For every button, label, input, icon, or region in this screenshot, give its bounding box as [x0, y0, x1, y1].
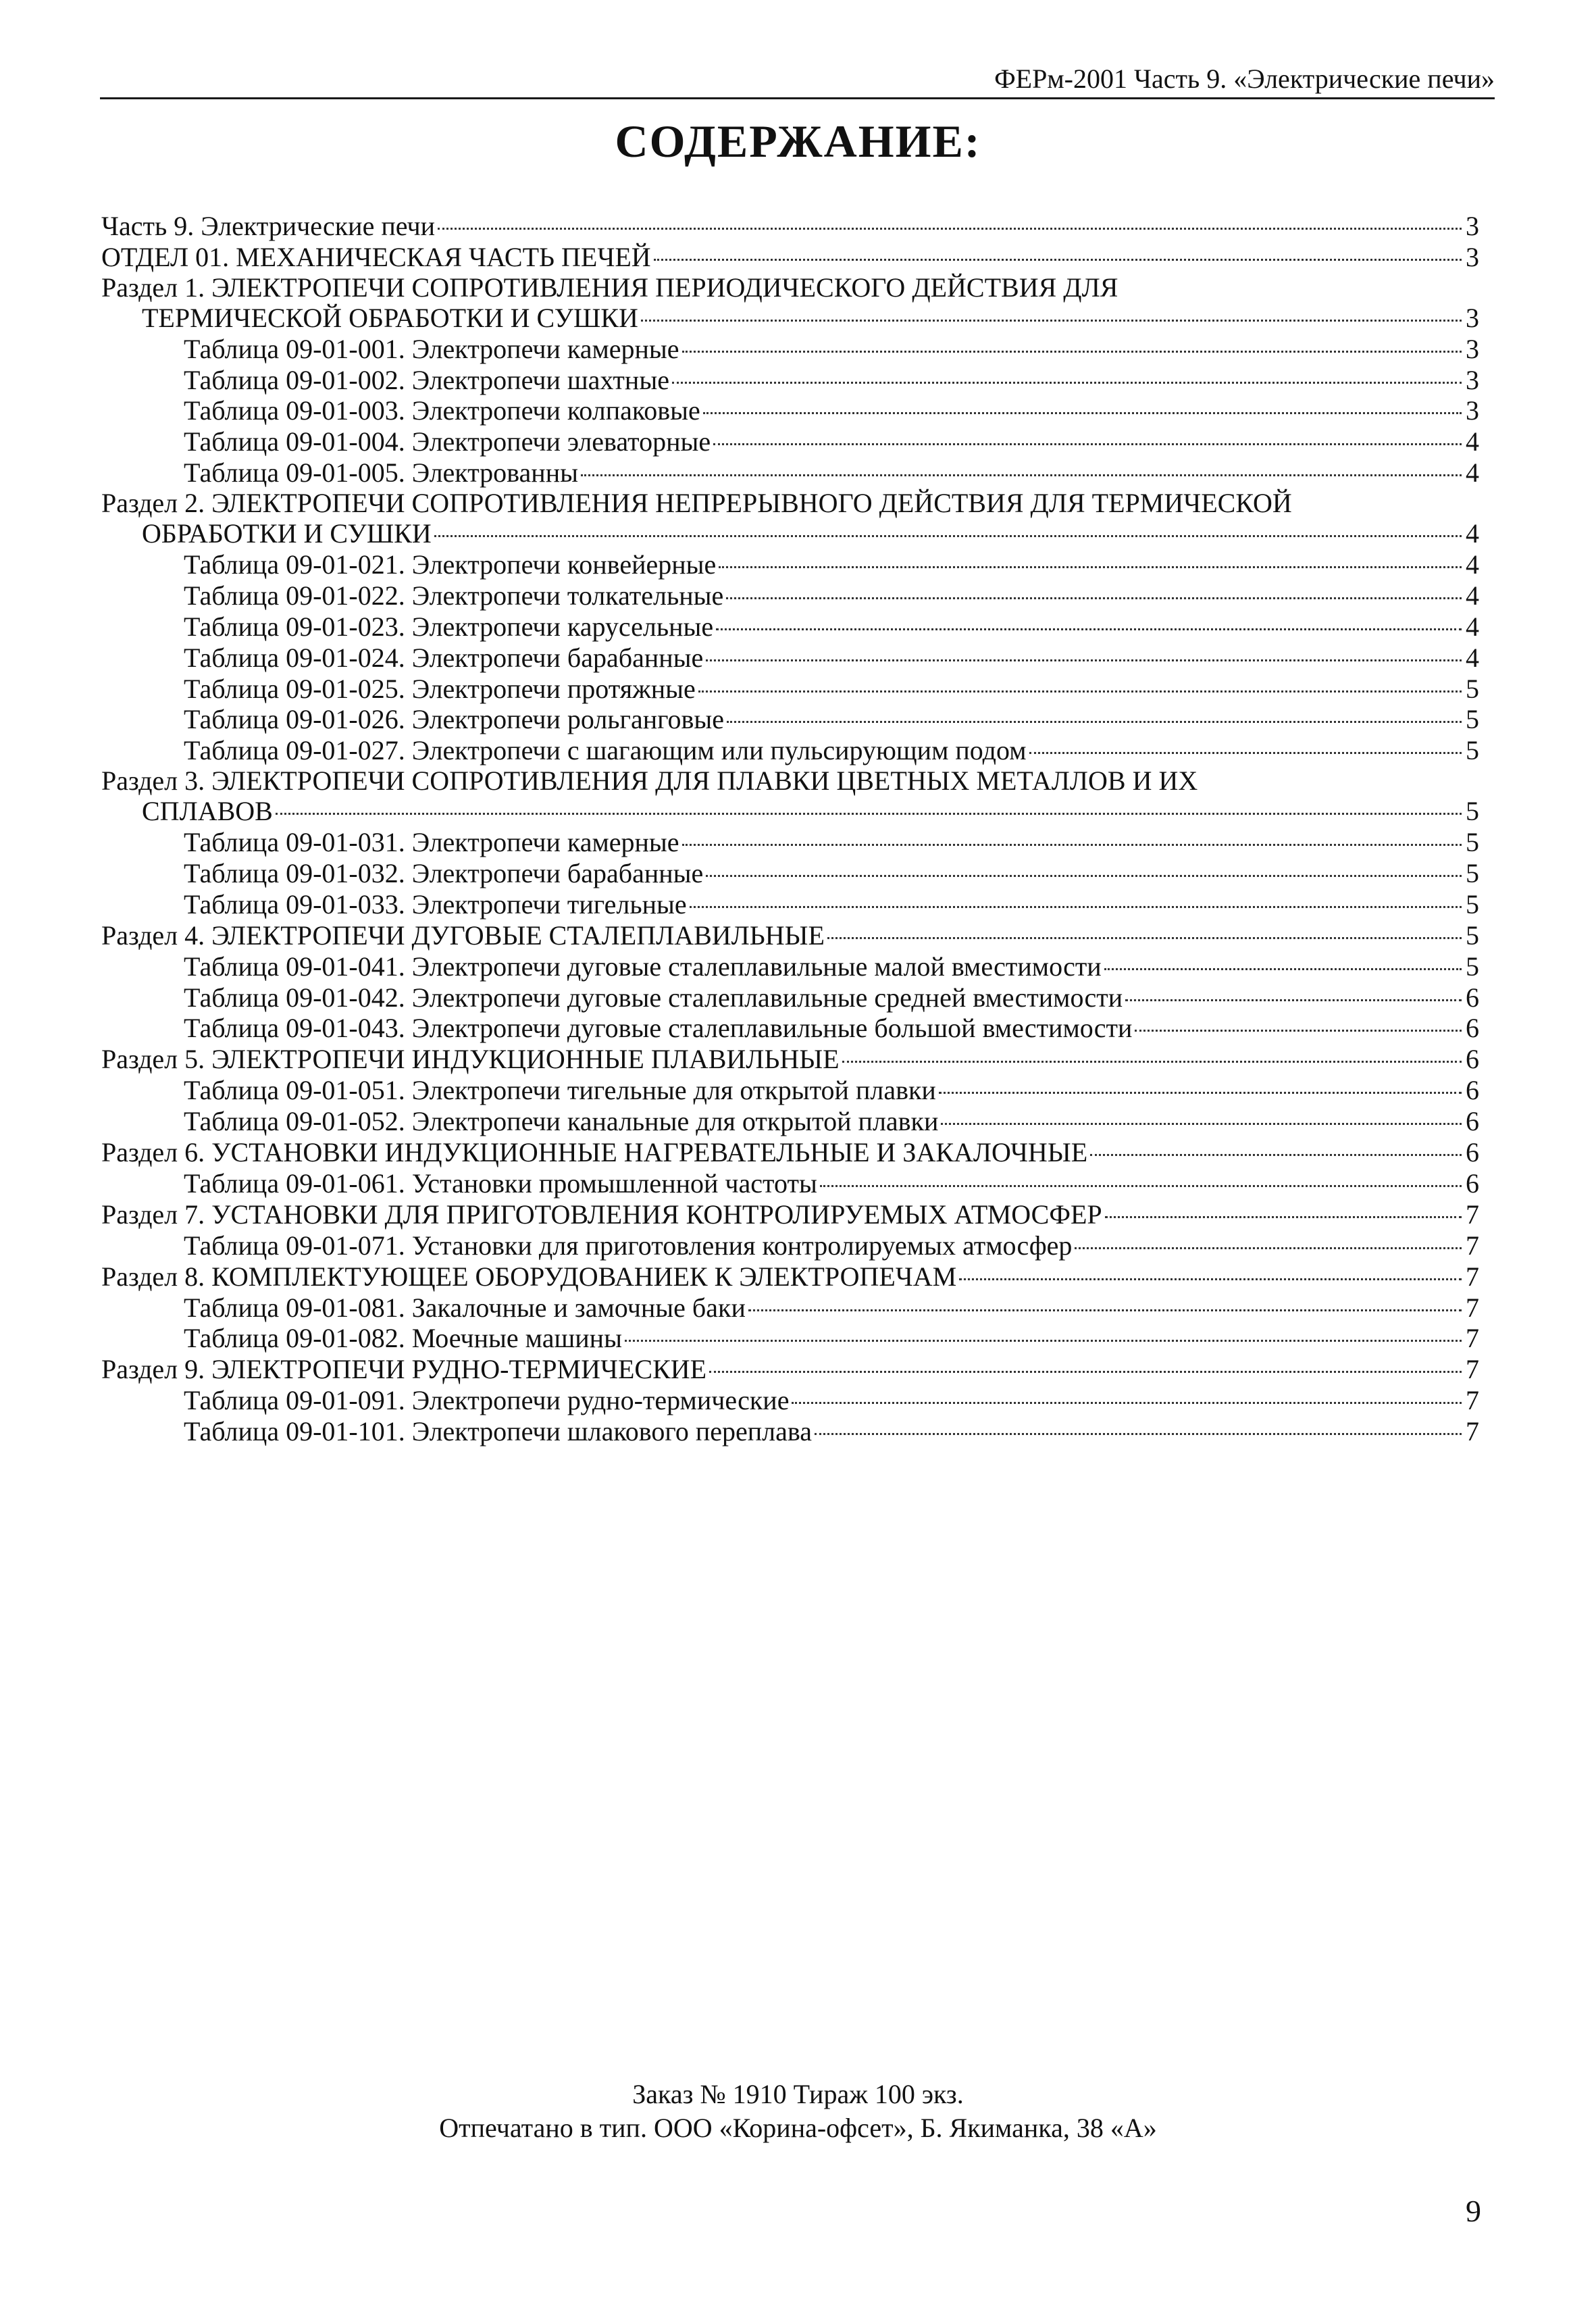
dot-leader: [748, 1309, 1462, 1311]
toc-entry-page: 7: [1466, 1230, 1479, 1261]
toc-entry-label: Таблица 09-01-026. Электропечи рольганговые: [184, 704, 725, 735]
toc-entry[interactable]: [101, 951, 1479, 982]
toc-entry-label: Раздел 1. ЭЛЕКТРОПЕЧИ СОПРОТИВЛЕНИЯ ПЕРИОДИЧЕСКОГО ДЕЙСТВИЯ ДЛЯ: [101, 272, 1118, 303]
dot-leader: [641, 320, 1462, 322]
toc-entry[interactable]: [101, 889, 1479, 920]
toc-entry-page: 6: [1466, 1013, 1479, 1044]
toc-entry-page: 3: [1466, 211, 1479, 241]
toc-entry[interactable]: [101, 1261, 1479, 1292]
toc-entry-page: 6: [1466, 1075, 1479, 1106]
toc-entry[interactable]: [101, 1075, 1479, 1106]
toc-entry[interactable]: [101, 1199, 1479, 1230]
toc-entry-page: 6: [1466, 982, 1479, 1013]
dot-leader: [713, 443, 1462, 445]
running-header: [100, 62, 1495, 99]
dot-leader: [690, 906, 1462, 908]
toc-entry[interactable]: [101, 1137, 1479, 1168]
toc-entry[interactable]: [101, 827, 1479, 858]
toc-entry-page: 6: [1466, 1106, 1479, 1137]
toc-entry[interactable]: [101, 303, 1479, 334]
dot-leader: [703, 412, 1462, 414]
dot-leader: [625, 1340, 1462, 1342]
toc-entry-page: 4: [1466, 457, 1479, 488]
toc-entry[interactable]: [101, 766, 1479, 796]
page-number: 9: [1466, 2194, 1481, 2228]
toc-entry-page: 5: [1466, 827, 1479, 858]
toc-entry[interactable]: [101, 858, 1479, 889]
toc-entry[interactable]: [101, 242, 1479, 273]
header-title: ФЕРм-2001 Часть 9. «Электрические печи»: [994, 64, 1495, 94]
dot-leader: [654, 259, 1462, 261]
dot-leader: [941, 1123, 1462, 1125]
toc-entry[interactable]: [101, 426, 1479, 457]
dot-leader: [716, 628, 1462, 630]
dot-leader: [698, 690, 1462, 693]
dot-leader: [939, 1092, 1462, 1094]
toc-entry-label: Таблица 09-01-091. Электропечи рудно-термические: [184, 1385, 790, 1416]
toc-entry[interactable]: [101, 674, 1479, 705]
imprint-order-line: Заказ № 1910 Тираж 100 экз.: [632, 2079, 964, 2109]
toc-entry-label: Таблица 09-01-082. Моечные машины: [184, 1323, 622, 1354]
toc-entry[interactable]: [101, 334, 1479, 365]
dot-leader: [1029, 752, 1462, 754]
toc-entry-page: 6: [1466, 1167, 1479, 1199]
toc-entry[interactable]: [101, 920, 1479, 951]
dot-leader: [1135, 1030, 1462, 1032]
toc-entry[interactable]: [101, 643, 1479, 674]
toc-entry[interactable]: [101, 580, 1479, 611]
toc-entry-label: Таблица 09-01-022. Электропечи толкательные: [184, 580, 724, 611]
toc-entry[interactable]: [101, 735, 1479, 766]
page-title: СОДЕРЖАНИЕ:: [615, 116, 981, 167]
toc-entry[interactable]: [101, 1323, 1479, 1354]
toc-entry-label: Таблица 09-01-025. Электропечи протяжные: [184, 673, 696, 704]
toc-entry-label: Часть 9. Электрические печи: [101, 211, 436, 241]
toc-entry-page: 7: [1466, 1416, 1479, 1447]
toc-entry[interactable]: [101, 488, 1479, 518]
toc-entry[interactable]: [101, 1044, 1479, 1075]
toc-entry-label: ОТДЕЛ 01. МЕХАНИЧЕСКАЯ ЧАСТЬ ПЕЧЕЙ: [101, 241, 651, 272]
toc-entry-label: Таблица 09-01-052. Электропечи канальные для открытой плавки: [184, 1106, 939, 1137]
dot-leader: [706, 875, 1462, 877]
toc-entry[interactable]: [101, 518, 1479, 549]
toc-entry[interactable]: [101, 611, 1479, 643]
dot-leader: [815, 1433, 1462, 1435]
toc-entry[interactable]: [101, 1385, 1479, 1416]
toc-entry[interactable]: [101, 1013, 1479, 1044]
dot-leader: [672, 382, 1462, 384]
dot-leader: [1105, 1216, 1462, 1218]
dot-leader: [959, 1278, 1462, 1280]
dot-leader: [1104, 968, 1462, 970]
toc-entry-page: 3: [1466, 333, 1479, 364]
dot-leader: [438, 228, 1462, 230]
toc-entry-page: 5: [1466, 951, 1479, 982]
toc-entry-page: 5: [1466, 673, 1479, 704]
toc-entry-label: Таблица 09-01-005. Электрованны: [184, 457, 578, 488]
toc-entry-page: 7: [1466, 1323, 1479, 1354]
dot-leader: [706, 659, 1462, 661]
toc-entry-page: 7: [1466, 1199, 1479, 1230]
toc-entry-page: 7: [1466, 1261, 1479, 1292]
toc-entry-label: СПЛАВОВ: [142, 796, 273, 827]
toc-entry-page: 5: [1466, 858, 1479, 889]
toc-entry[interactable]: [101, 1168, 1479, 1199]
toc-entry-label: Раздел 5. ЭЛЕКТРОПЕЧИ ИНДУКЦИОННЫЕ ПЛАВИЛЬНЫЕ: [101, 1044, 840, 1075]
toc-entry-page: 3: [1466, 364, 1479, 395]
toc-entry-page: 4: [1466, 642, 1479, 673]
toc-entry-label: Раздел 7. УСТАНОВКИ ДЛЯ ПРИГОТОВЛЕНИЯ КОНТРОЛИРУЕМЫХ АТМОСФЕР: [101, 1199, 1102, 1230]
toc-entry[interactable]: [101, 273, 1479, 303]
toc-entry-label: Таблица 09-01-027. Электропечи с шагающим или пульсирующим подом: [184, 735, 1027, 766]
toc-entry-label: Таблица 09-01-002. Электропечи шахтные: [184, 364, 669, 395]
toc-entry-label: Раздел 6. УСТАНОВКИ ИНДУКЦИОННЫЕ НАГРЕВАТЕЛЬНЫЕ И ЗАКАЛОЧНЫЕ: [101, 1137, 1088, 1168]
toc-entry[interactable]: [101, 704, 1479, 735]
dot-leader: [820, 1185, 1462, 1187]
toc-entry-label: Таблица 09-01-081. Закалочные и замочные баки: [184, 1292, 746, 1323]
toc-entry[interactable]: [101, 395, 1479, 426]
toc-entry[interactable]: [101, 796, 1479, 827]
toc-entry-label: Таблица 09-01-003. Электропечи колпаковые: [184, 395, 700, 426]
toc-entry[interactable]: [101, 549, 1479, 580]
toc-entry-label: Таблица 09-01-061. Установки промышленной частоты: [184, 1167, 817, 1199]
toc-entry-label: ОБРАБОТКИ И СУШКИ: [142, 518, 432, 549]
dot-leader: [842, 1061, 1462, 1063]
toc-entry-label: Таблица 09-01-101. Электропечи шлакового переплава: [184, 1416, 812, 1447]
dot-leader: [1090, 1154, 1462, 1156]
toc-entry-label: ТЕРМИЧЕСКОЙ ОБРАБОТКИ И СУШКИ: [142, 302, 638, 333]
toc-entry-label: Таблица 09-01-021. Электропечи конвейерные: [184, 549, 717, 580]
toc-entry[interactable]: [101, 365, 1479, 396]
toc-entry-page: 4: [1466, 580, 1479, 611]
toc-entry-label: Раздел 9. ЭЛЕКТРОПЕЧИ РУДНО-ТЕРМИЧЕСКИЕ: [101, 1354, 707, 1385]
toc-entry[interactable]: [101, 982, 1479, 1013]
toc-entry-page: 5: [1466, 888, 1479, 920]
toc-entry-label: Таблица 09-01-051. Электропечи тигельные для открытой плавки: [184, 1075, 936, 1106]
toc-entry-page: 7: [1466, 1354, 1479, 1385]
toc-entry-page: 6: [1466, 1137, 1479, 1168]
toc-entry[interactable]: [101, 1106, 1479, 1137]
toc-entry[interactable]: [101, 211, 1479, 242]
dot-leader: [726, 597, 1462, 599]
toc-entry-page: 5: [1466, 735, 1479, 766]
toc-entry-page: 7: [1466, 1385, 1479, 1416]
dot-leader: [709, 1371, 1462, 1373]
toc-entry-page: 5: [1466, 704, 1479, 735]
toc-entry-page: 6: [1466, 1044, 1479, 1075]
toc-entry-label: Раздел 8. КОМПЛЕКТУЮЩЕЕ ОБОРУДОВАНИЕК К ЭЛЕКТРОПЕЧАМ: [101, 1261, 957, 1292]
dot-leader: [682, 351, 1462, 353]
toc-entry[interactable]: [101, 457, 1479, 488]
toc-entry-label: Таблица 09-01-041. Электропечи дуговые сталеплавильные малой вместимости: [184, 951, 1102, 982]
toc-entry[interactable]: [101, 1416, 1479, 1447]
toc-entry-page: 7: [1466, 1292, 1479, 1323]
toc-entry-page: 4: [1466, 426, 1479, 457]
dot-leader: [682, 844, 1462, 846]
toc-entry[interactable]: [101, 1354, 1479, 1385]
dot-leader: [1125, 999, 1462, 1001]
dot-leader: [1075, 1247, 1462, 1249]
toc-entry-label: Таблица 09-01-042. Электропечи дуговые сталеплавильные средней вместимости: [184, 982, 1123, 1013]
toc-entry-page: 3: [1466, 241, 1479, 272]
toc-entry-label: Таблица 09-01-071. Установки для приготовления контролируемых атмосфер: [184, 1230, 1073, 1261]
toc-entry-label: Раздел 4. ЭЛЕКТРОПЕЧИ ДУГОВЫЕ СТАЛЕПЛАВИЛЬНЫЕ: [101, 920, 825, 951]
toc-entry-label: Таблица 09-01-001. Электропечи камерные: [184, 333, 679, 364]
imprint-printer-line: Отпечатано в тип. ООО «Корина-офсет», Б. Якиманка, 38 «А»: [439, 2113, 1157, 2143]
toc-entry-label: Таблица 09-01-033. Электропечи тигельные: [184, 888, 687, 920]
toc-entry-label: Таблица 09-01-031. Электропечи камерные: [184, 827, 679, 858]
toc-entry-page: 4: [1466, 518, 1479, 549]
toc-entry-label: Таблица 09-01-023. Электропечи карусельные: [184, 611, 714, 642]
toc-entry-page: 3: [1466, 395, 1479, 426]
dot-leader: [434, 535, 1462, 537]
dot-leader: [276, 813, 1462, 815]
toc-entry-label: Таблица 09-01-032. Электропечи барабанные: [184, 858, 704, 889]
toc-entry-page: 4: [1466, 611, 1479, 642]
toc-entry-page: 4: [1466, 549, 1479, 580]
toc-entry-label: Таблица 09-01-004. Электропечи элеваторные: [184, 426, 711, 457]
toc-entry-page: 3: [1466, 302, 1479, 333]
toc-entry-label: Раздел 2. ЭЛЕКТРОПЕЧИ СОПРОТИВЛЕНИЯ НЕПРЕРЫВНОГО ДЕЙСТВИЯ ДЛЯ ТЕРМИЧЕСКОЙ: [101, 488, 1292, 519]
toc-entry-label: Раздел 3. ЭЛЕКТРОПЕЧИ СОПРОТИВЛЕНИЯ ДЛЯ ПЛАВКИ ЦВЕТНЫХ МЕТАЛЛОВ И ИХ: [101, 765, 1198, 797]
toc-entry[interactable]: [101, 1230, 1479, 1261]
toc-entry-label: Таблица 09-01-043. Электропечи дуговые сталеплавильные большой вместимости: [184, 1013, 1133, 1044]
dot-leader: [792, 1402, 1462, 1404]
dot-leader: [827, 937, 1462, 939]
imprint: [0, 2078, 1596, 2145]
dot-leader: [727, 721, 1462, 723]
toc-entry-page: 5: [1466, 796, 1479, 827]
toc-entry-label: Таблица 09-01-024. Электропечи барабанные: [184, 642, 704, 673]
toc-entry-page: 5: [1466, 920, 1479, 951]
table-of-contents: [101, 211, 1479, 1447]
dot-leader: [581, 474, 1462, 476]
dot-leader: [719, 566, 1462, 568]
toc-entry[interactable]: [101, 1292, 1479, 1324]
